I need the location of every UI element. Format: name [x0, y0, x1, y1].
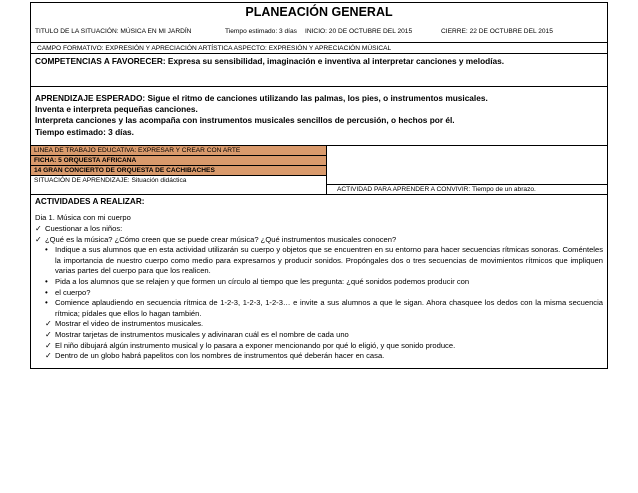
- activity-item: [35, 224, 603, 235]
- checkmark-icon: ✓: [45, 351, 52, 361]
- day-title: Dia 1. Música con mi cuerpo: [35, 213, 131, 223]
- activity-text: Comience aplaudiendo en secuencia rítmica de 1-2-3, 1-2-3, 1-2-3… e invite a sus alumnos a que le sigan. Ahora chasquee los dedos con la misma secuencia rítmica; pídales que ellos lo hagan también.: [55, 298, 603, 318]
- expected-learning: [31, 87, 607, 146]
- page-title: PLANEACIÓN GENERAL: [245, 5, 393, 19]
- activity-text: ¿Qué es la música? ¿Cómo creen que se puede crear música? ¿Qué instrumentos musicales conocen?: [45, 234, 397, 244]
- bullet-icon: •: [45, 245, 48, 255]
- situation-info-row: [31, 22, 607, 42]
- activity-text: Dentro de un globo habrá papelitos con los nombres de instrumentos qué deberán hacer en casa.: [55, 351, 385, 361]
- situation-title: TITULO DE LA SITUACIÓN: MÚSICA EN MI JARDÍN: [35, 28, 192, 35]
- work-line: LINEA DE TRABAJO EDUCATIVA: EXPRESAR Y CREAR CON ARTE: [31, 146, 326, 156]
- checkmark-icon: ✓: [35, 224, 42, 233]
- activity-item: [35, 351, 603, 362]
- learning-situation: SITUACIÓN DE APRENDIZAJE: Situación didáctica: [34, 176, 187, 184]
- checkmark-icon: ✓: [45, 340, 52, 350]
- activity-text: El niño dibujará algún instrumento musical y lo pasara a exponer mencionando por qué lo eligió, y que sonido produce.: [55, 340, 456, 350]
- expected-learning-line: Interpreta canciones y las acompaña con instrumentos musicales sencillos de percusión, o hechos por él.: [35, 115, 455, 126]
- checkmark-icon: ✓: [35, 234, 42, 244]
- card-number: FICHA: 5 ORQUESTA AFRICANA: [31, 156, 326, 166]
- activity-item: [35, 341, 603, 352]
- start-date: INICIO: 20 DE OCTUBRE DEL 2015: [305, 28, 413, 35]
- activity-text: Mostrar el video de instrumentos musicales.: [55, 319, 204, 329]
- activity-item: [35, 298, 603, 319]
- activity-item: [35, 277, 603, 288]
- work-line-column: [31, 146, 327, 194]
- expected-learning-line: Inventa e interpreta pequeñas canciones.: [35, 104, 198, 115]
- end-date: CIERRE: 22 DE OCTUBRE DEL 2015: [441, 28, 553, 35]
- activity-item: [35, 235, 603, 246]
- checkmark-icon: ✓: [45, 329, 52, 339]
- activity-item: [35, 330, 603, 341]
- activity-item: [35, 319, 603, 330]
- bullet-icon: •: [45, 298, 48, 308]
- bullet-icon: •: [45, 287, 48, 297]
- estimated-time: Tiempo estimado: 3 días: [225, 28, 297, 35]
- activity-item: [35, 288, 603, 299]
- formative-field: [31, 42, 607, 54]
- coexistence-activity: ACTIVIDAD PARA APRENDER A CONVIVIR: Tiempo de un abrazo.: [327, 184, 607, 194]
- activities-list: [35, 224, 603, 362]
- activity-item: [35, 245, 603, 277]
- activities-heading: ACTIVIDADES A REALIZAR:: [35, 196, 145, 206]
- activity-text: Indique a sus alumnos que en esta actividad utilizarán su cuerpo y objetos que se encuentren en su entorno para hacer secuencias rítmicas sonoras. Coménteles la importancia de nuestro cuerpo como medio para expresarnos y producir sonidos. Propóngales dos o tres secuencias de movimientos rítmicos que impliquen varias partes del cuerpo para que los realicen.: [55, 245, 603, 276]
- expected-learning-line: Tiempo estimado: 3 días.: [35, 126, 134, 137]
- checkmark-icon: ✓: [45, 319, 52, 329]
- activities-section: [31, 195, 607, 368]
- expected-learning-line: APRENDIZAJE ESPERADO: Sigue el ritmo de canciones utilizando las palmas, los pies, o instrumentos musicales.: [35, 93, 488, 103]
- competencies: COMPETENCIAS A FAVORECER: Expresa su sensibilidad, imaginación e inventiva al interpretar canciones y melodías.: [31, 54, 607, 87]
- bullet-icon: •: [45, 276, 48, 286]
- planning-document: [30, 2, 608, 369]
- activity-text: Cuestionar a los niños:: [45, 224, 123, 233]
- work-line-section: [31, 146, 607, 195]
- coexistence-column: [327, 146, 607, 194]
- concert-title: 14 GRAN CONCIERTO DE ORQUESTA DE CACHIBACHES: [31, 166, 326, 176]
- formative-field-text: CAMPO FORMATIVO: EXPRESIÓN Y APRECIACIÓN ARTÍSTICA ASPECTO: EXPRESIÓN Y APRECIACIÓN MÚSICAL: [37, 45, 392, 52]
- activity-text: Mostrar tarjetas de instrumentos musicales y adivinaran cuál es el nombre de cada uno: [55, 329, 349, 339]
- activity-text: Pida a los alumnos que se relajen y que formen un círculo al tiempo que les pregunta: ¿qué sonidos podemos producir con: [55, 276, 470, 286]
- activity-text: el cuerpo?: [55, 287, 91, 297]
